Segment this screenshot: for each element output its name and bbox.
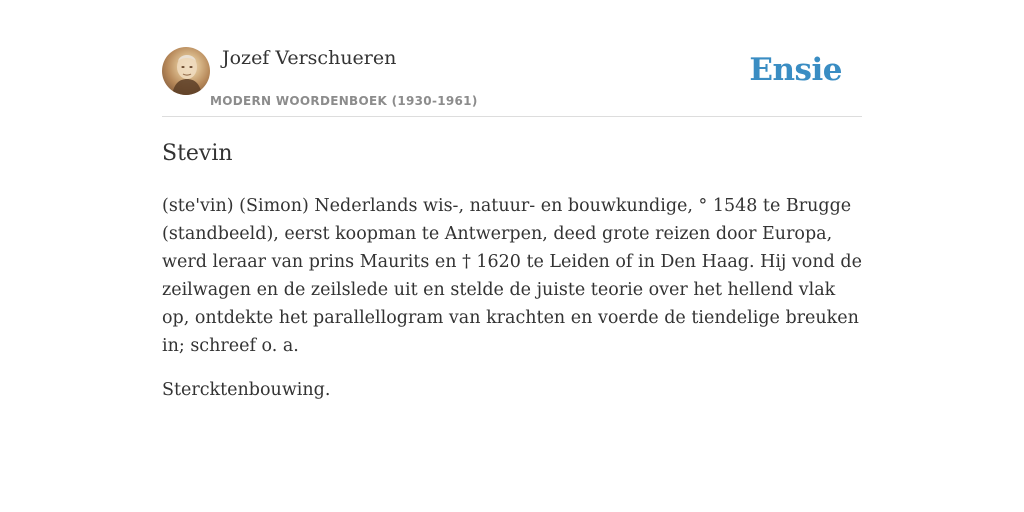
author-name[interactable]: Jozef Verschueren [222, 47, 397, 69]
entry-paragraph: Stercktenbouwing. [162, 380, 331, 400]
entry-content [162, 138, 862, 420]
brand-logo[interactable]: Ensie [749, 52, 842, 88]
author-avatar[interactable] [162, 47, 210, 95]
entry-title: Stevin [162, 141, 233, 166]
portrait-icon [162, 47, 210, 95]
entry-paragraph: (ste'vin) (Simon) Nederlands wis-, natuur- en bouwkundige, ° 1548 te Brugge (standbeeld), eerst koopman te Antwerpen, deed grote reizen door Europa, werd leraar van prins Maurits en † 1620 te Leiden of in Den Haag. Hij vond de zeilwagen en de zeilslede uit en stelde de juiste teorie over het hellend vlak op, ontdekte het parallellogram van krachten en voerde de tiendelige breuken in; schreef o. a. [162, 196, 862, 356]
header [162, 44, 862, 117]
book-title[interactable]: MODERN WOORDENBOEK (1930-1961) [210, 94, 478, 108]
